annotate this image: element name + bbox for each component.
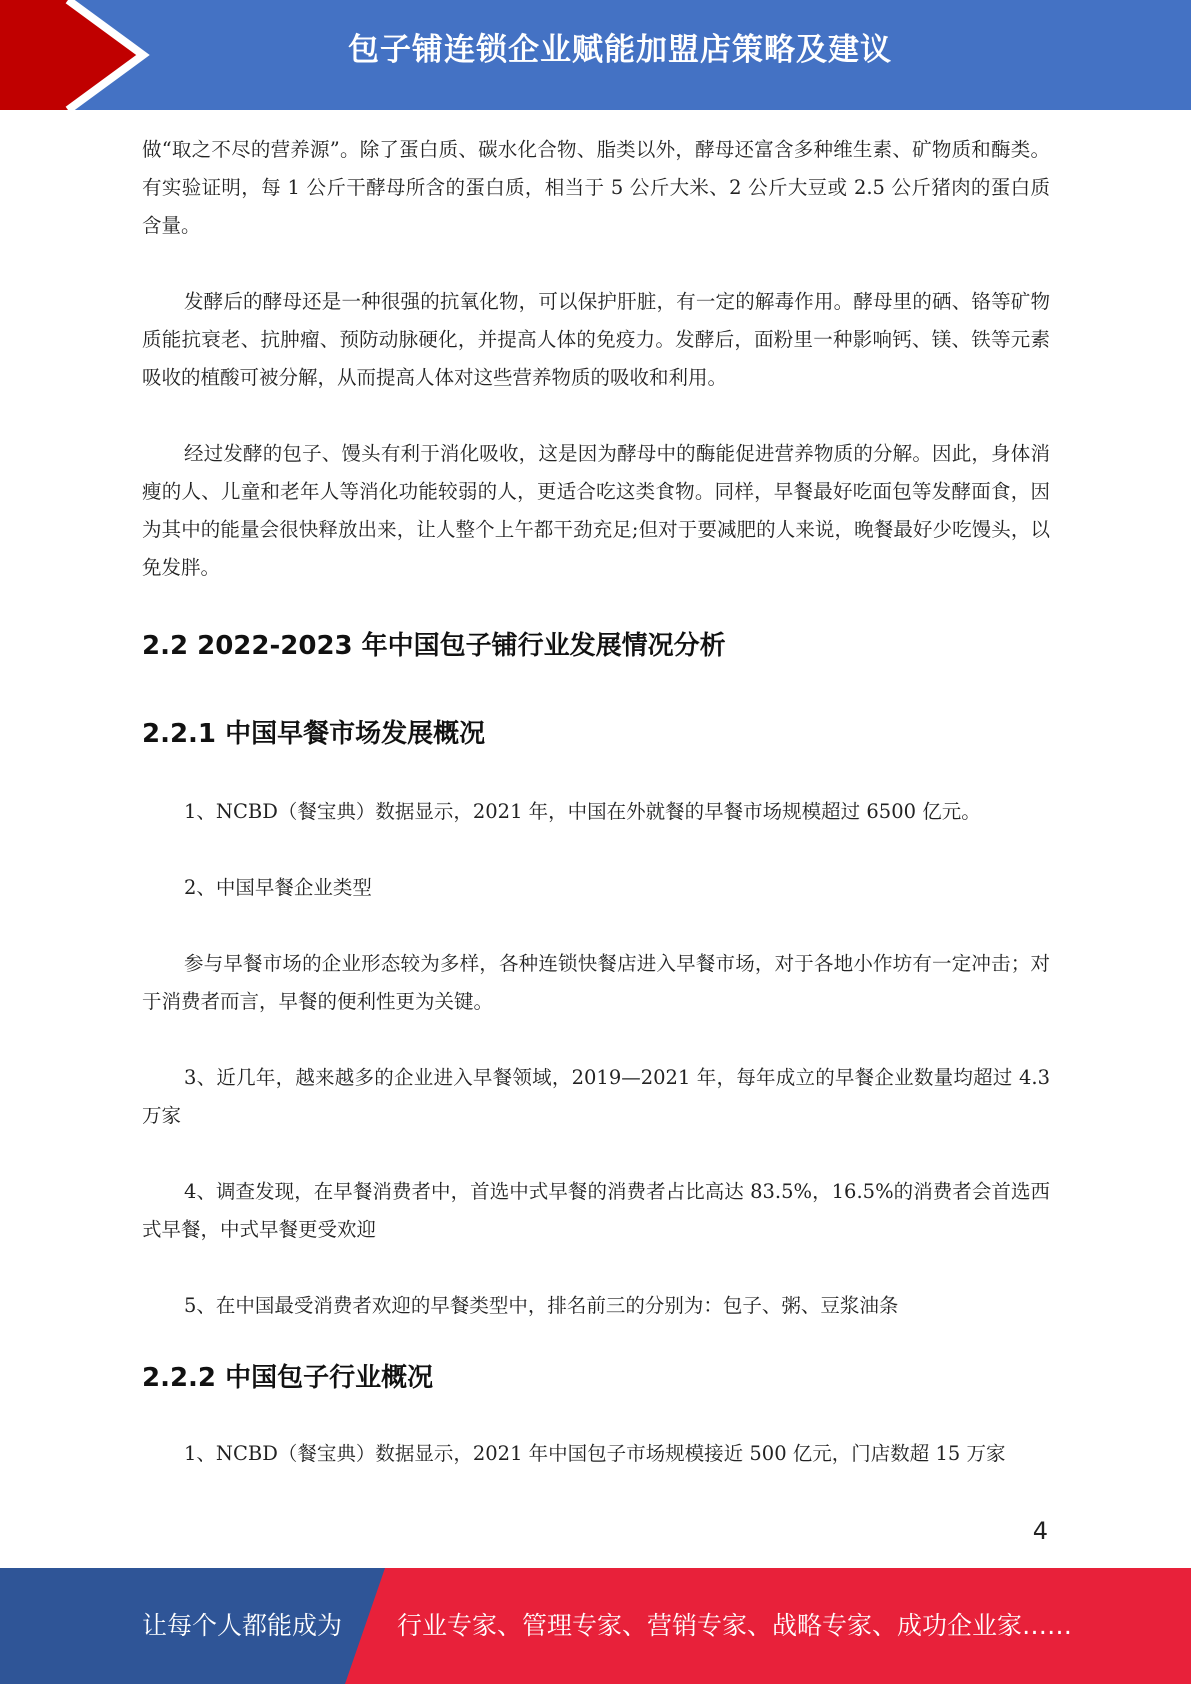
- paragraph-yeast-antioxidant: 发酵后的酵母还是一种很强的抗氧化物，可以保护肝脏，有一定的解毒作用。酵母里的硒、铬等矿物质能抗衰老、抗肿瘤、预防动脉硬化，并提高人体的免疫力。发酵后，面粉里一种影响钙、镁、铁等元素吸收的植酸可被分解，从而提高人体对这些营养物质的吸收和利用。: [142, 290, 1050, 389]
- page-content: [142, 131, 1050, 1473]
- paragraph-consumer-preference: 4、调查发现，在早餐消费者中，首选中式早餐的消费者占比高达 83.5%，16.5%的消费者会首选西式早餐，中式早餐更受欢迎: [142, 1180, 1050, 1241]
- paragraph-fermented-digestion: 经过发酵的包子、馒头有利于消化吸收，这是因为酵母中的酶能促进营养物质的分解。因此，身体消瘦的人、儿童和老年人等消化功能较弱的人，更适合吃这类食物。同样，早餐最好吃面包等发酵面食，因为其中的能量会很快释放出来，让人整个上午都干劲充足;但对于要减肥的人来说，晚餐最好少吃馒头，以免发胖。: [142, 442, 1050, 579]
- footer-slogan-right: 行业专家、管理专家、营销专家、战略专家、成功企业家……: [397, 1611, 1073, 1640]
- page-header: [0, 0, 1191, 110]
- page-number: 4: [1032, 1517, 1048, 1545]
- header-chevron-decoration: [0, 0, 160, 110]
- page-footer: [0, 1568, 1191, 1684]
- section-heading-2-2-2: 2.2.2 中国包子行业概况: [142, 1363, 434, 1393]
- paragraph-breakfast-market-size: 1、NCBD（餐宝典）数据显示，2021 年，中国在外就餐的早餐市场规模超过 6500 亿元。: [184, 800, 981, 823]
- paragraph-new-enterprises: 3、近几年，越来越多的企业进入早餐领域，2019—2021 年，每年成立的早餐企业数量均超过 4.3 万家: [142, 1066, 1050, 1127]
- section-heading-2-2: 2.2 2022-2023 年中国包子铺行业发展情况分析: [142, 631, 726, 661]
- document-title: 包子铺连锁企业赋能加盟店策略及建议: [348, 32, 892, 68]
- section-heading-2-2-1: 2.2.1 中国早餐市场发展概况: [142, 719, 486, 749]
- paragraph-breakfast-enterprise-types: 2、中国早餐企业类型: [184, 876, 372, 899]
- paragraph-yeast-nutrition: 做“取之不尽的营养源”。除了蛋白质、碳水化合物、脂类以外，酵母还富含多种维生素、矿物质和酶类。有实验证明，每 1 公斤干酵母所含的蛋白质，相当于 5 公斤大米、2 公斤大豆或 2.5 公斤猪肉的蛋白质含量。: [142, 138, 1050, 237]
- paragraph-baozi-market-size: 1、NCBD（餐宝典）数据显示，2021 年中国包子市场规模接近 500 亿元，门店数超 15 万家: [184, 1442, 1006, 1465]
- footer-slogan-left: 让每个人都能成为: [142, 1611, 343, 1640]
- paragraph-top-breakfast-types: 5、在中国最受消费者欢迎的早餐类型中，排名前三的分别为：包子、粥、豆浆油条: [184, 1294, 899, 1317]
- paragraph-enterprise-forms: 参与早餐市场的企业形态较为多样，各种连锁快餐店进入早餐市场，对于各地小作坊有一定冲击；对于消费者而言，早餐的便利性更为关键。: [142, 952, 1050, 1013]
